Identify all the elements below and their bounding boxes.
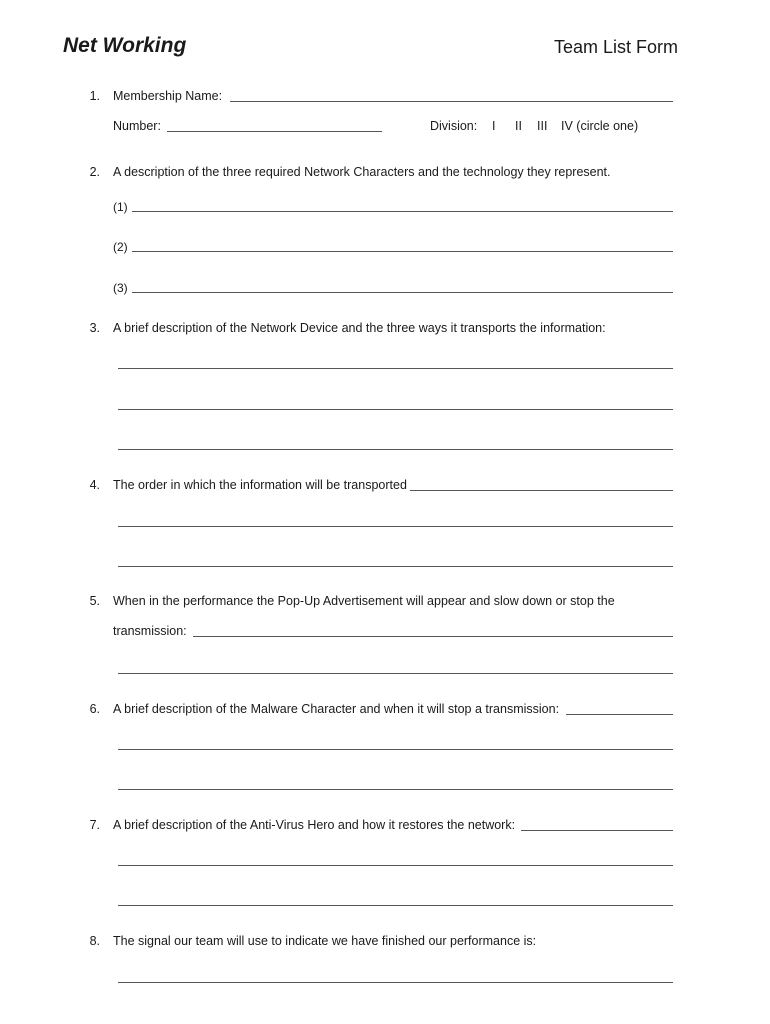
division-option-1[interactable]: I (492, 119, 496, 133)
answer-field-4-1[interactable] (118, 526, 673, 527)
team-number-field[interactable] (167, 131, 382, 132)
question-number-8: 8. (89, 934, 100, 948)
question-text-2: A description of the three required Network Characters and the technology they represent. (113, 165, 611, 179)
answer-label-2-2: (2) (113, 240, 128, 254)
division-option-2[interactable]: II (515, 119, 522, 133)
answer-field-7-1[interactable] (118, 865, 673, 866)
answer-field-3-3[interactable] (118, 449, 673, 450)
question-text-5: When in the performance the Pop-Up Advertisement will appear and slow down or stop the (113, 594, 615, 608)
answer-field-2-1[interactable] (132, 211, 673, 212)
answer-field-7-inline[interactable] (521, 830, 673, 831)
team-number-label: Number: (113, 119, 161, 133)
answer-field-5-1[interactable] (118, 673, 673, 674)
answer-field-5-inline[interactable] (193, 636, 673, 637)
answer-field-8-1[interactable] (118, 982, 673, 983)
division-option-3[interactable]: III (537, 119, 548, 133)
question-text-8: The signal our team will use to indicate we have finished our performance is: (113, 934, 537, 948)
question-number-6: 6. (89, 702, 100, 716)
question-number-7: 7. (89, 818, 100, 832)
answer-field-3-2[interactable] (118, 409, 673, 410)
question-text-7: A brief description of the Anti-Virus Hero and how it restores the network: (113, 818, 516, 832)
membership-name-label: Membership Name: (113, 89, 223, 103)
question-number-4: 4. (89, 478, 100, 492)
question-text-6: A brief description of the Malware Character and when it will stop a transmission: (113, 702, 560, 716)
answer-field-2-3[interactable] (132, 292, 673, 293)
answer-label-2-1: (1) (113, 200, 128, 214)
answer-field-2-2[interactable] (132, 251, 673, 252)
answer-field-7-2[interactable] (118, 905, 673, 906)
question-number-3: 3. (89, 321, 100, 335)
question-number-2: 2. (89, 165, 100, 179)
form-title: Team List Form (553, 37, 678, 57)
question-text-4: The order in which the information will be transported (113, 478, 407, 492)
page-title: Net Working (63, 34, 187, 57)
division-label: Division: (430, 119, 478, 133)
question-number-5: 5. (89, 594, 100, 608)
answer-field-4-2[interactable] (118, 566, 673, 567)
answer-label-2-3: (3) (113, 281, 128, 295)
answer-field-3-1[interactable] (118, 368, 673, 369)
answer-field-6-2[interactable] (118, 789, 673, 790)
membership-name-field[interactable] (230, 101, 673, 102)
question-number-1: 1. (89, 89, 100, 103)
answer-field-6-1[interactable] (118, 749, 673, 750)
division-option-4[interactable]: IV (circle one) (561, 119, 639, 133)
answer-field-6-inline[interactable] (566, 714, 673, 715)
answer-field-4-inline[interactable] (410, 490, 673, 491)
question-text-5-cont: transmission: (113, 624, 187, 638)
question-text-3: A brief description of the Network Device and the three ways it transports the information: (113, 321, 606, 335)
